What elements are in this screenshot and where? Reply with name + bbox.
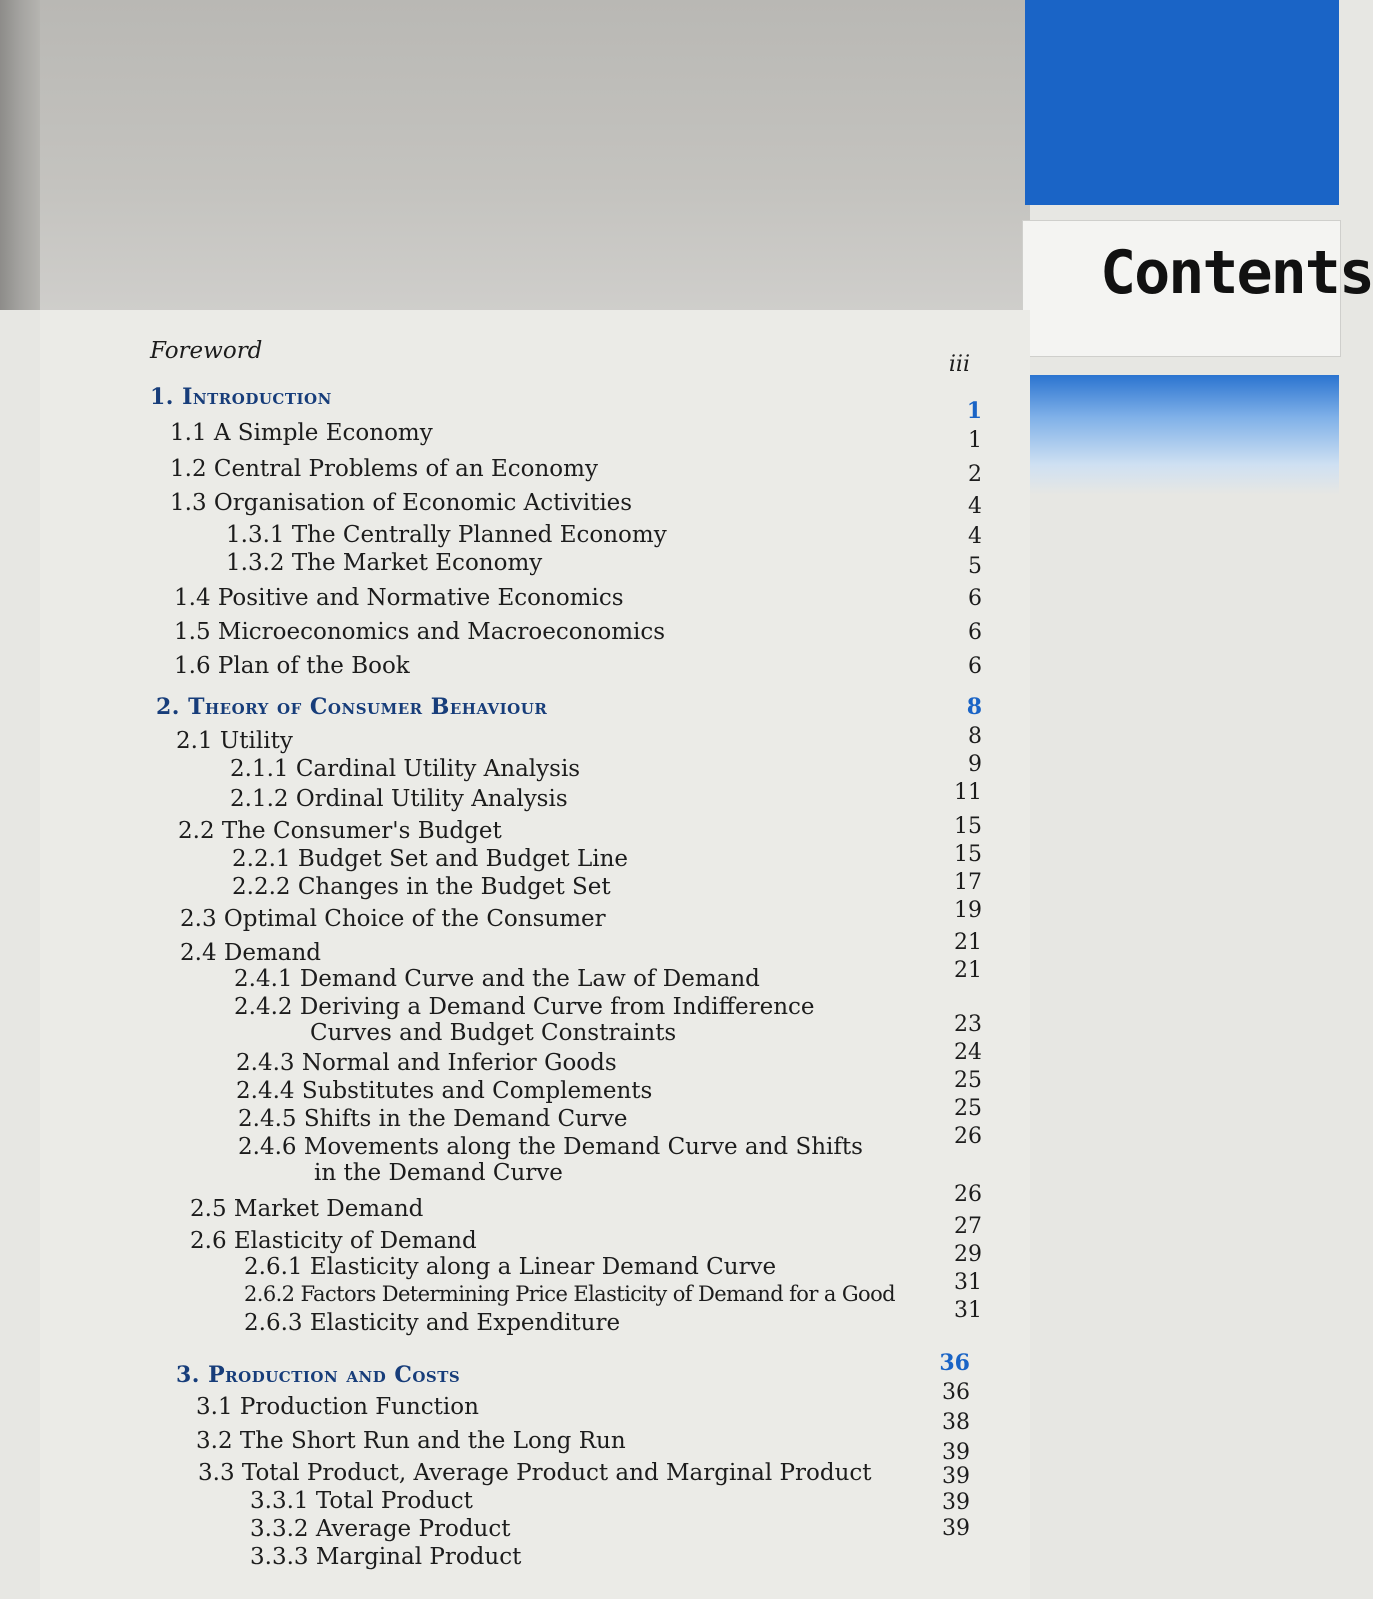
page-title: Contents (1100, 238, 1373, 308)
toc-page-number: 6 (968, 586, 982, 611)
toc-page-number: 6 (968, 620, 982, 645)
toc-page-number: 29 (954, 1242, 982, 1267)
toc-page-number: 1 (968, 428, 982, 453)
toc-entry: 2.4.3 Normal and Inferior Goods (236, 1050, 617, 1076)
toc-entry: 2.4.2 Deriving a Demand Curve from Indifference (234, 994, 815, 1020)
toc-page-number: 31 (954, 1270, 982, 1295)
toc-entry: 2.4.4 Substitutes and Complements (236, 1078, 653, 1104)
toc-page-number: 23 (954, 1012, 982, 1037)
toc-entry: 2.5 Market Demand (190, 1196, 424, 1222)
toc-page-number: 6 (968, 654, 982, 679)
toc-page-number: 26 (954, 1124, 982, 1149)
toc-page-number: 39 (942, 1440, 970, 1465)
toc-entry: 2.6.3 Elasticity and Expenditure (244, 1310, 621, 1336)
toc-entry: 2.2.1 Budget Set and Budget Line (232, 846, 629, 872)
toc-page-number: 25 (954, 1068, 982, 1093)
toc-entry: 3.2 The Short Run and the Long Run (196, 1428, 626, 1454)
toc-entry: 2.4.5 Shifts in the Demand Curve (238, 1106, 628, 1132)
toc-entry: 1.4 Positive and Normative Economics (174, 585, 624, 611)
toc-page-number: 25 (954, 1096, 982, 1121)
toc-page-number: 17 (954, 870, 982, 895)
toc-entry: 3.3.3 Marginal Product (250, 1544, 522, 1570)
toc-page-number: 19 (954, 898, 982, 923)
toc-entry-foreword: Foreword (150, 338, 263, 364)
toc-page-number: 9 (968, 752, 982, 777)
toc-entry: 3.1 Production Function (196, 1394, 479, 1420)
toc-page-number: 38 (942, 1410, 970, 1435)
toc-entry: 2.4.1 Demand Curve and the Law of Demand (234, 966, 760, 992)
toc-entry: 2.1.2 Ordinal Utility Analysis (230, 786, 568, 812)
toc-page-number: 1 (966, 398, 982, 424)
toc-page-number: 36 (939, 1350, 970, 1376)
toc-page-number: 15 (954, 842, 982, 867)
toc-page-number: 36 (942, 1380, 970, 1405)
toc-entry: 2.4 Demand (180, 940, 321, 966)
toc-page-number: 8 (966, 694, 982, 720)
toc-page-number: 5 (968, 554, 982, 579)
toc-page-number: 27 (954, 1214, 982, 1239)
toc-page-number: 21 (954, 930, 982, 955)
toc-entry: 2.2 The Consumer's Budget (178, 818, 502, 844)
toc-chapter-1: 1. Introduction (150, 384, 332, 410)
toc-entry: 2.6 Elasticity of Demand (190, 1228, 477, 1254)
toc-entry: 2.1 Utility (176, 728, 293, 754)
toc-page-number: 24 (954, 1040, 982, 1065)
toc-entry: 3.3.1 Total Product (250, 1488, 473, 1514)
toc-page-number: 11 (954, 780, 982, 805)
toc-entry: 2.2.2 Changes in the Budget Set (232, 874, 611, 900)
toc-entry: 1.6 Plan of the Book (174, 653, 410, 679)
book-spine-shadow (0, 0, 40, 310)
toc-entry: 1.5 Microeconomics and Macroeconomics (174, 619, 666, 645)
toc-entry: 1.3.2 The Market Economy (226, 550, 543, 576)
toc-entry: 2.4.6 Movements along the Demand Curve and Shifts (238, 1134, 863, 1160)
toc-page-number: 2 (968, 462, 982, 487)
toc-page-number: 39 (942, 1516, 970, 1541)
previous-page-band (0, 0, 1030, 310)
toc-entry-continued: in the Demand Curve (314, 1160, 563, 1186)
toc-page-number: 26 (954, 1182, 982, 1207)
blue-accent-band (1018, 375, 1339, 495)
toc-page-number: 4 (968, 494, 982, 519)
toc-page-number: 31 (954, 1298, 982, 1323)
toc-entry: 3.3 Total Product, Average Product and Marginal Product (198, 1460, 872, 1486)
toc-entry: 2.6.2 Factors Determining Price Elasticity of Demand for a Good (244, 1282, 895, 1306)
toc-page-number: 21 (954, 958, 982, 983)
toc-page-number: iii (948, 352, 970, 377)
toc-entry: 1.3.1 The Centrally Planned Economy (226, 522, 667, 548)
toc-entry: 1.1 A Simple Economy (170, 420, 433, 446)
toc-chapter-3: 3. Production and Costs (176, 1362, 461, 1388)
toc-page-number: 39 (942, 1464, 970, 1489)
toc-entry: 2.1.1 Cardinal Utility Analysis (230, 756, 581, 782)
toc-entry: 1.2 Central Problems of an Economy (170, 456, 598, 482)
toc-page-number: 39 (942, 1490, 970, 1515)
toc-entry: 3.3.2 Average Product (250, 1516, 511, 1542)
toc-entry-continued: Curves and Budget Constraints (310, 1020, 677, 1046)
toc-page-number: 15 (954, 814, 982, 839)
toc-entry: 2.6.1 Elasticity along a Linear Demand Curve (244, 1254, 777, 1280)
toc-entry: 1.3 Organisation of Economic Activities (170, 490, 633, 516)
blue-header-block (1025, 0, 1339, 205)
toc-page-number: 8 (968, 724, 982, 749)
toc-entry: 2.3 Optimal Choice of the Consumer (180, 906, 606, 932)
toc-page-number: 4 (968, 524, 982, 549)
toc-chapter-2: 2. Theory of Consumer Behaviour (156, 694, 548, 720)
